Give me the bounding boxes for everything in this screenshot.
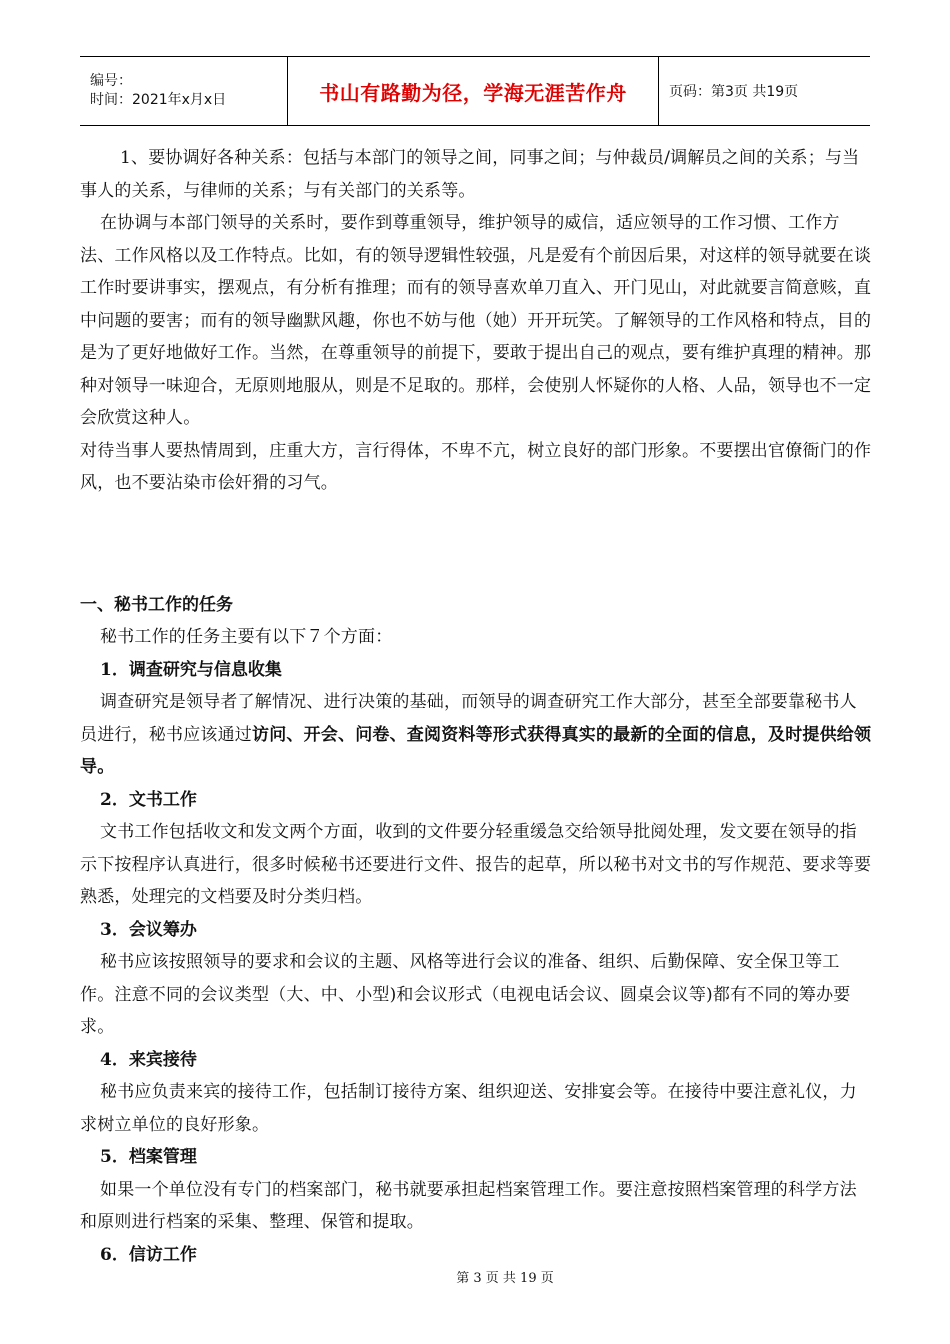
subsection-title: 6．信访工作 (100, 1244, 197, 1265)
paragraph: 秘书应该按照领导的要求和会议的主题、风格等进行会议的准备、组织、后勤保障、安全保卫等工作。注意不同的会议类型（大、中、小型)和会议形式（电视电话会议、圆桌会议等)都有不同的筹办要求。 (80, 952, 851, 1037)
subsection-title: 1．调查研究与信息收集 (100, 659, 282, 680)
page-info: 页码：第3页 共19页 (669, 84, 799, 100)
motto: 书山有路勤为径，学海无涯苦作舟 (319, 80, 627, 105)
time-label: 时间：2021年x月x日 (90, 92, 227, 108)
section-title: 一、秘书工作的任务 (80, 594, 233, 615)
page-header (80, 56, 870, 126)
subsection-title: 5．档案管理 (100, 1147, 197, 1167)
header-meta (80, 57, 287, 125)
spacer (80, 500, 872, 589)
subsection-title: 4．来宾接待 (100, 1049, 197, 1070)
subsection-title: 2．文书工作 (100, 789, 197, 810)
section-intro: 秘书工作的任务主要有以下７个方面： (100, 627, 393, 647)
paragraph (80, 686, 872, 784)
paragraph: 秘书应负责来宾的接待工作，包括制订接待方案、组织迎送、安排宴会等。在接待中要注意礼仪，力求树立单位的良好形象。 (80, 1082, 857, 1135)
paragraph: 在协调与本部门领导的关系时，要作到尊重领导，维护领导的威信，适应领导的工作习惯、工作方法、工作风格以及工作特点。比如，有的领导逻辑性较强，凡是爱有个前因后果，对这样的领导就要在谈工作时要讲事实，摆观点，有分析有推理；而有的领导喜欢单刀直入、开门见山，对此就要言简意赅，直中问题的要害；而有的领导幽默风趣，你也不妨与他（她）开开玩笑。了解领导的工作风格和特点，目的是为了更好地做好工作。当然，在尊重领导的前提下，要敢于提出自己的观点，要有维护真理的精神。那种对领导一味迎合，无原则地服从，则是不足取的。那样，会使别人怀疑你的人格、人品，领导也不一定会欣赏这种人。 (80, 213, 872, 428)
subsection-title: 3．会议筹办 (100, 919, 197, 940)
paragraph: 1、要协调好各种关系：包括与本部门的领导之间，同事之间；与仲裁员/调解员之间的关系；与当事人的关系，与律师的关系；与有关部门的关系等。 (80, 148, 860, 201)
page-footer: 第 3 页 共 19 页 (456, 1271, 554, 1286)
bold-text-run: 访问、开会、问卷、查阅资料等形式获得真实的最新的全面的信息，及时提供给领导。 (80, 724, 872, 777)
paragraph: 文书工作包括收文和发文两个方面，收到的文件要分轻重缓急交给领导批阅处理，发文要在领导的指示下按程序认真进行，很多时候秘书还要进行文件、报告的起草，所以秘书对文书的写作规范、要求等要熟悉，处理完的文档要及时分类归档。 (80, 822, 872, 907)
header-page-cell (659, 57, 870, 125)
paragraph: 对待当事人要热情周到，庄重大方，言行得体，不卑不亢，树立良好的部门形象。不要摆出官僚衙门的作风，也不要沾染市侩奸猾的习气。 (80, 440, 872, 493)
document-body (80, 142, 872, 1271)
header-motto-cell (287, 57, 659, 125)
number-label: 编号： (90, 73, 132, 89)
text-run: 调查研究是领导者了解情况、进行决策的基础，而领导的调查研究工作大部分，甚至全部要靠秘书人员进行，秘书应该通过 (80, 692, 857, 745)
paragraph: 如果一个单位没有专门的档案部门，秘书就要承担起档案管理工作。要注意按照档案管理的科学方法和原则进行档案的采集、整理、保管和提取。 (80, 1179, 857, 1232)
